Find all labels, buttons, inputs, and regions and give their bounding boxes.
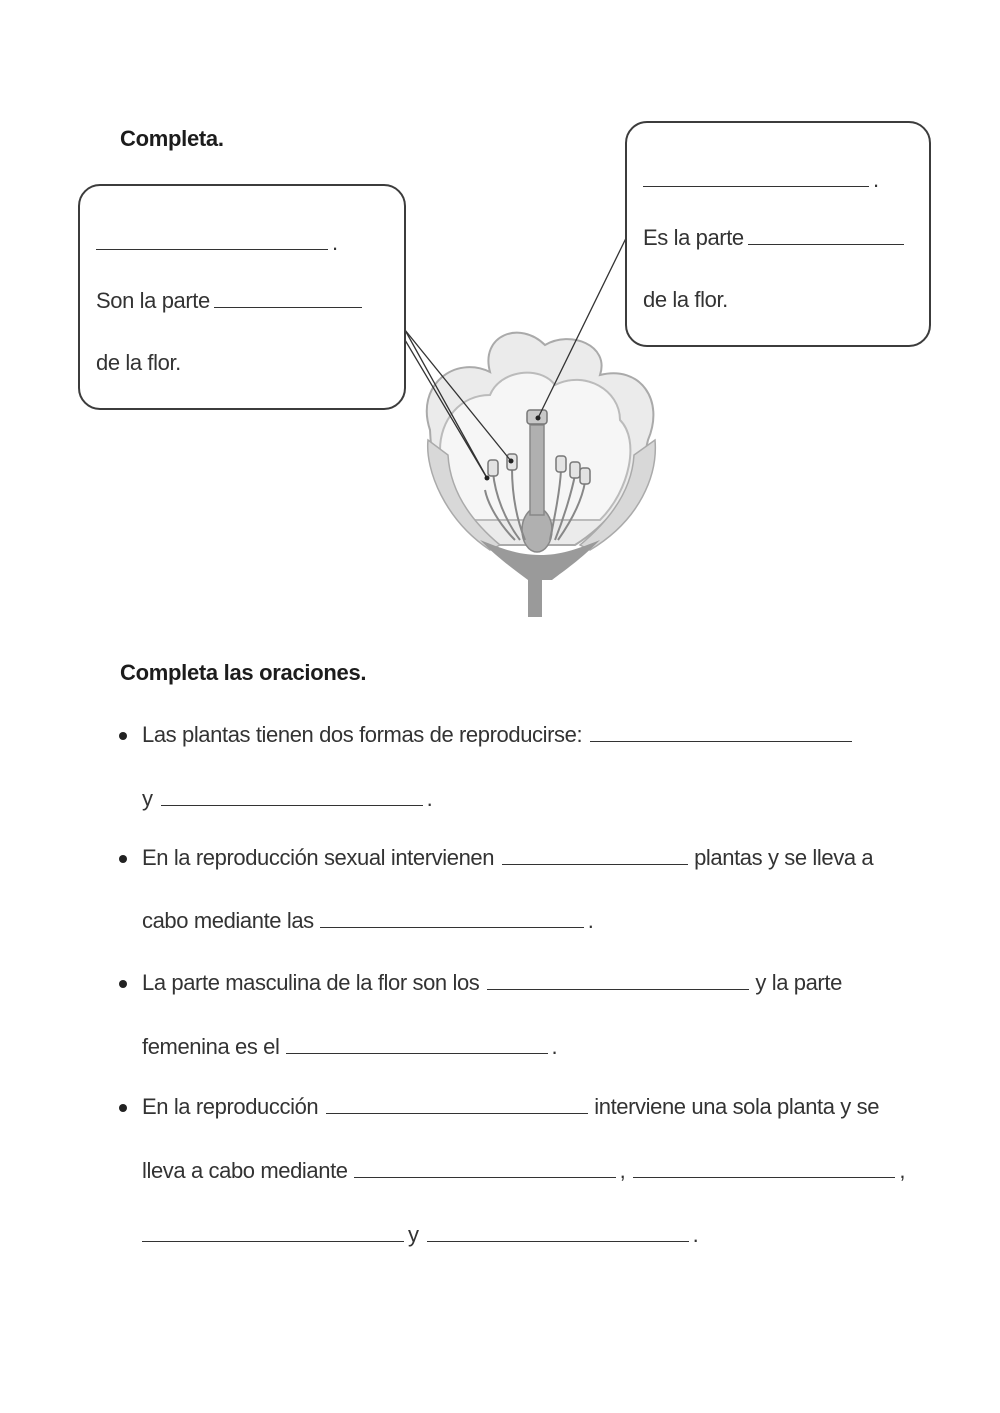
bullet [119, 980, 127, 988]
label-text: Es la parte [643, 225, 744, 250]
punctuation: , [619, 1158, 626, 1183]
answer-blank[interactable] [326, 1095, 588, 1114]
section-heading-oraciones: Completa las oraciones. [120, 660, 367, 685]
answer-blank[interactable] [502, 846, 688, 865]
punctuation: , [899, 1158, 906, 1183]
punctuation: . [332, 230, 338, 255]
punctuation: . [426, 786, 433, 811]
sentence-text: La parte masculina de la flor son los [142, 970, 480, 995]
label-text: Son la parte [96, 288, 210, 313]
bullet [119, 732, 127, 740]
answer-blank[interactable] [161, 787, 423, 806]
answer-blank[interactable] [643, 168, 869, 187]
sentence-text: y [142, 786, 153, 811]
pistil-style [530, 425, 544, 515]
answer-blank[interactable] [590, 723, 852, 742]
answer-blank[interactable] [320, 909, 584, 928]
punctuation: . [551, 1034, 558, 1059]
label-box-line1 [96, 230, 338, 256]
answer-blank[interactable] [96, 231, 328, 250]
label-box-line1 [643, 167, 879, 193]
flower-stem [528, 575, 542, 617]
bullet [119, 1104, 127, 1112]
answer-blank[interactable] [748, 226, 904, 245]
label-box-pistil [625, 121, 931, 347]
sentence-1-line-1 [142, 722, 856, 748]
answer-blank[interactable] [214, 289, 362, 308]
sentence-4-line-1 [142, 1094, 879, 1120]
answer-blank[interactable] [354, 1159, 616, 1178]
punctuation: . [692, 1222, 699, 1247]
sentence-1-line-2 [142, 786, 432, 812]
label-box-line3: de la flor. [643, 287, 728, 312]
label-box-line2 [96, 288, 366, 314]
sentence-text: y la parte [755, 970, 842, 995]
answer-blank[interactable] [142, 1223, 404, 1242]
sentence-text: plantas y se lleva a [694, 845, 874, 870]
answer-blank[interactable] [427, 1223, 689, 1242]
sentence-text: Las plantas tienen dos formas de reproducirse: [142, 722, 583, 747]
sentence-4-line-3 [142, 1222, 698, 1248]
answer-blank[interactable] [487, 971, 749, 990]
sentence-3-line-2 [142, 1034, 557, 1060]
sentence-3-line-1 [142, 970, 842, 996]
answer-blank[interactable] [633, 1159, 895, 1178]
sentence-text: interviene una sola planta y se [594, 1094, 880, 1119]
sentence-2-line-1 [142, 845, 873, 871]
sentence-text: lleva a cabo mediante [142, 1158, 348, 1183]
sentence-text: cabo mediante las [142, 908, 314, 933]
sentence-text: y [408, 1222, 419, 1247]
answer-blank[interactable] [286, 1035, 548, 1054]
sentence-text: En la reproducción sexual intervienen [142, 845, 495, 870]
sentence-text: femenina es el [142, 1034, 280, 1059]
label-box-line2 [643, 225, 908, 251]
bullet [119, 855, 127, 863]
punctuation: . [873, 167, 879, 192]
sentence-text: En la reproducción [142, 1094, 319, 1119]
label-box-line3: de la flor. [96, 350, 181, 375]
section-heading-completa: Completa. [120, 126, 224, 151]
label-box-stamens [78, 184, 406, 410]
punctuation: . [587, 908, 594, 933]
sentence-2-line-2 [142, 908, 593, 934]
sentence-4-line-2 [142, 1158, 905, 1184]
